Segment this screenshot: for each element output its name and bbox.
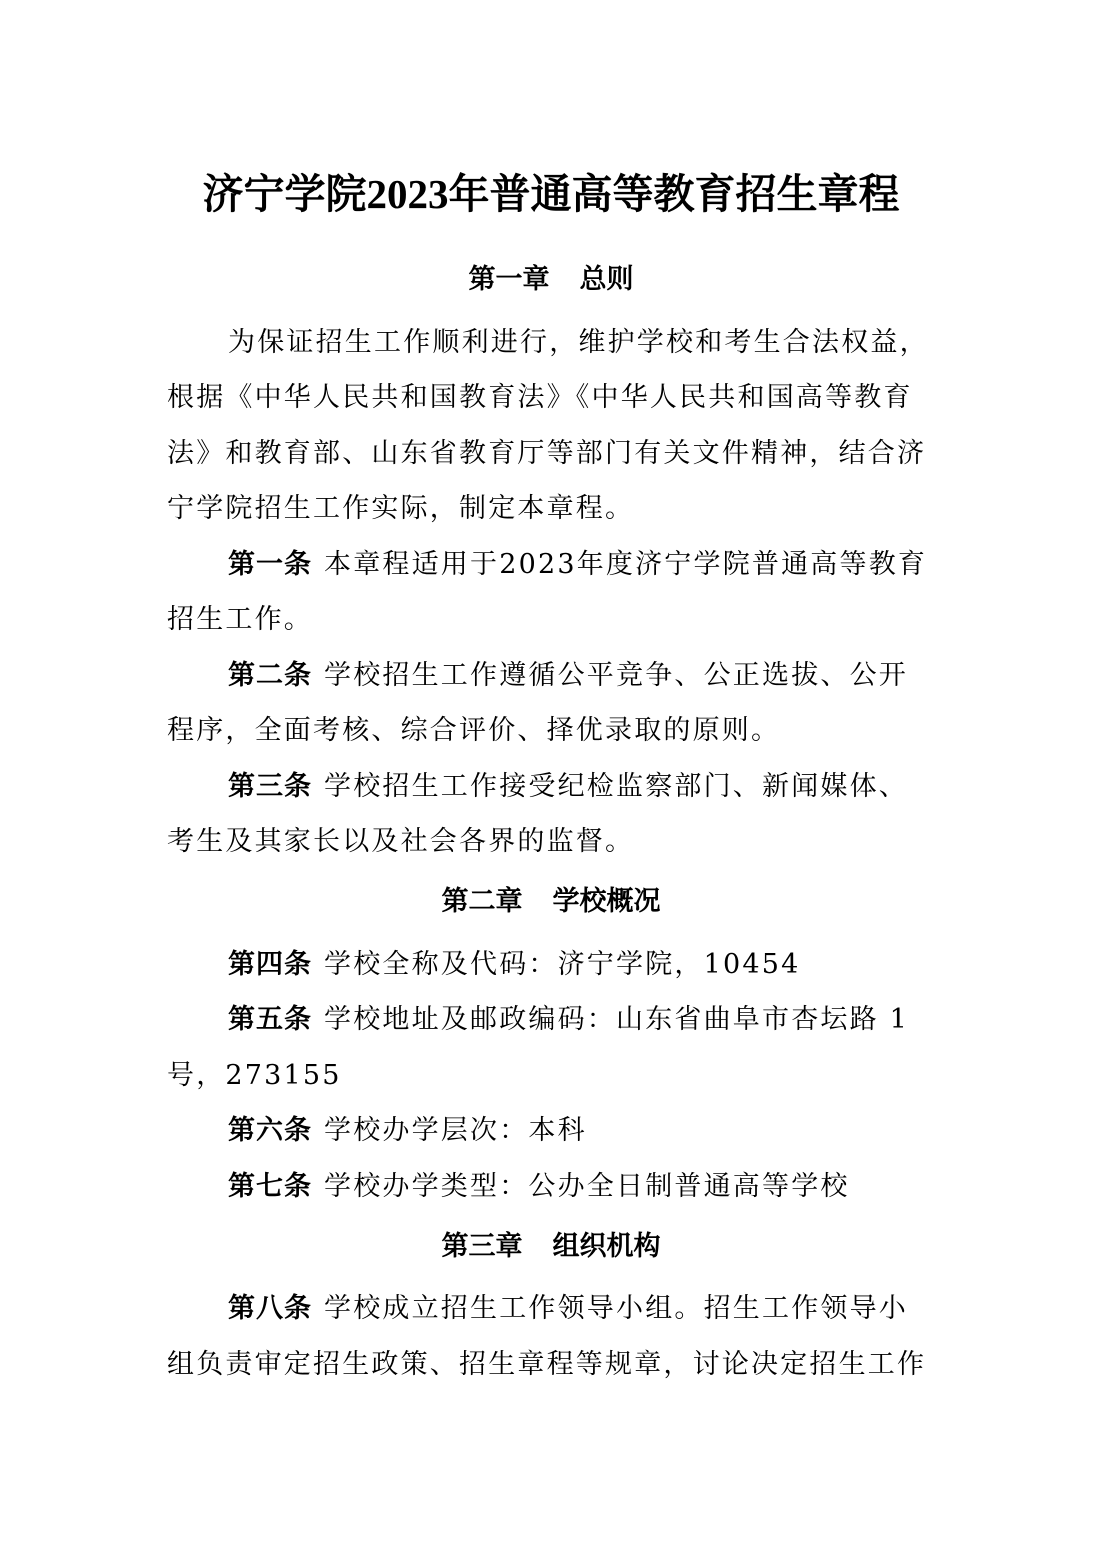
chapter-name: 总则 <box>579 264 634 295</box>
article-label: 第三条 <box>228 771 312 802</box>
article-text: 学校地址及邮政编码：山东省曲阜市杏坛路 1 <box>324 1004 909 1035</box>
article-8 <box>228 1291 1008 1327</box>
chapter-number: 第三章 <box>441 1231 523 1262</box>
article-text: 学校办学层次：本科 <box>324 1115 587 1146</box>
article-1 <box>228 547 1008 583</box>
article-label: 第五条 <box>228 1004 312 1035</box>
article-label: 第四条 <box>228 949 312 980</box>
chapter-heading-2 <box>0 884 1102 920</box>
chapter-name: 学校概况 <box>552 886 661 917</box>
preamble-line: 法》和教育部、山东省教育厅等部门有关文件精神，结合济 <box>167 438 927 469</box>
article-7 <box>228 1169 1008 1205</box>
article-text: 本章程适用于2023年度济宁学院普通高等教育 <box>324 549 928 580</box>
article-text: 学校招生工作接受纪检监察部门、新闻媒体、 <box>324 771 908 802</box>
article-label: 第二条 <box>228 660 312 691</box>
document-title: 济宁学院2023年普通高等教育招生章程 <box>202 171 900 217</box>
chapter-heading-3 <box>0 1229 1102 1265</box>
article-8-continuation: 组负责审定招生政策、招生章程等规章，讨论决定招生工作 <box>167 1349 927 1380</box>
article-1-continuation: 招生工作。 <box>167 604 313 635</box>
article-5-continuation: 号，273155 <box>167 1060 342 1091</box>
article-label: 第八条 <box>228 1293 312 1324</box>
article-label: 第一条 <box>228 549 312 580</box>
article-text: 学校全称及代码：济宁学院，10454 <box>324 949 801 980</box>
article-3 <box>228 769 1008 805</box>
article-2-continuation: 程序，全面考核、综合评价、择优录取的原则。 <box>167 715 781 746</box>
article-4 <box>228 947 1008 983</box>
article-5 <box>228 1002 1008 1038</box>
article-text: 学校招生工作遵循公平竞争、公正选拔、公开 <box>324 660 908 691</box>
article-text: 学校成立招生工作领导小组。招生工作领导小 <box>324 1293 908 1324</box>
chapter-number: 第一章 <box>468 264 550 295</box>
preamble-line: 为保证招生工作顺利进行，维护学校和考生合法权益， <box>228 327 929 358</box>
article-label: 第六条 <box>228 1115 312 1146</box>
chapter-name: 组织机构 <box>552 1231 661 1262</box>
article-6 <box>228 1113 1008 1149</box>
chapter-heading-1 <box>0 262 1102 298</box>
article-text: 学校办学类型：公办全日制普通高等学校 <box>324 1171 850 1202</box>
preamble-line: 宁学院招生工作实际，制定本章程。 <box>167 493 635 524</box>
chapter-number: 第二章 <box>441 886 523 917</box>
article-3-continuation: 考生及其家长以及社会各界的监督。 <box>167 826 635 857</box>
preamble-line: 根据《中华人民共和国教育法》《中华人民共和国高等教育 <box>167 382 913 413</box>
article-label: 第七条 <box>228 1171 312 1202</box>
article-2 <box>228 658 1008 694</box>
